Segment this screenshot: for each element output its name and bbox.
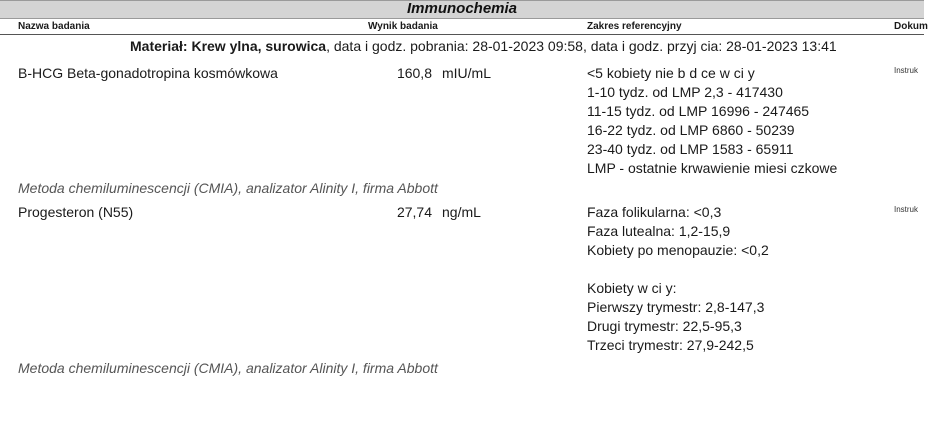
reference-line: 11-15 tydz. od LMP 16996 - 247465 bbox=[587, 103, 810, 119]
reference-range-bhcg bbox=[587, 64, 837, 178]
material-details: , data i godz. pobrania: 28-01-2023 09:58, data i godz. przyj cia: 28-01-2023 13:41 bbox=[326, 38, 837, 54]
reference-line: LMP - ostatnie krwawienie miesi czkowe bbox=[587, 160, 838, 176]
material-label: Materiał: Krew ylna, surowica bbox=[130, 38, 327, 54]
material-info bbox=[130, 38, 837, 54]
method-note-bhcg: Metoda chemiluminescencji (CMIA), analizator Alinity I, firma Abbott bbox=[18, 180, 438, 196]
reference-spacer bbox=[587, 260, 769, 279]
reference-line: 16-22 tydz. od LMP 6860 - 50239 bbox=[587, 122, 795, 138]
section-title: Immunochemia bbox=[406, 0, 518, 17]
test-value-bhcg: 160,8 bbox=[396, 65, 432, 81]
column-header-result: Wynik badania bbox=[368, 21, 438, 32]
test-value-progesteron: 27,74 bbox=[396, 204, 432, 220]
reference-line: Kobiety w ci y: bbox=[587, 280, 677, 296]
test-name-bhcg: B-HCG Beta-gonadotropina kosmówkowa bbox=[18, 65, 278, 81]
test-name-progesteron: Progesteron (N55) bbox=[18, 204, 134, 220]
reference-line: Faza lutealna: 1,2-15,9 bbox=[587, 223, 731, 239]
column-header-reference: Zakres referencyjny bbox=[587, 21, 682, 32]
reference-line: Drugi trymestr: 22,5-95,3 bbox=[587, 318, 742, 334]
test-unit-bhcg: mIU/mL bbox=[442, 65, 491, 81]
column-header-document: Dokum bbox=[894, 21, 928, 32]
reference-line: Kobiety po menopauzie: <0,2 bbox=[587, 242, 769, 258]
document-link-bhcg[interactable]: Instruk bbox=[894, 66, 919, 75]
method-note-progesteron: Metoda chemiluminescencji (CMIA), analizator Alinity I, firma Abbott bbox=[18, 360, 438, 376]
column-header-name: Nazwa badania bbox=[18, 21, 90, 32]
reference-range-progesteron bbox=[587, 203, 769, 355]
reference-line: Faza folikularna: <0,3 bbox=[587, 204, 722, 220]
reference-line: Trzeci trymestr: 27,9-242,5 bbox=[587, 337, 754, 353]
header-divider bbox=[0, 34, 924, 35]
reference-line: Pierwszy trymestr: 2,8-147,3 bbox=[587, 299, 765, 315]
test-unit-progesteron: ng/mL bbox=[442, 204, 481, 220]
document-link-progesteron[interactable]: Instruk bbox=[894, 205, 919, 214]
reference-line: <5 kobiety nie b d ce w ci y bbox=[587, 65, 755, 81]
reference-line: 1-10 tydz. od LMP 2,3 - 417430 bbox=[587, 84, 783, 100]
reference-line: 23-40 tydz. od LMP 1583 - 65911 bbox=[587, 141, 794, 157]
